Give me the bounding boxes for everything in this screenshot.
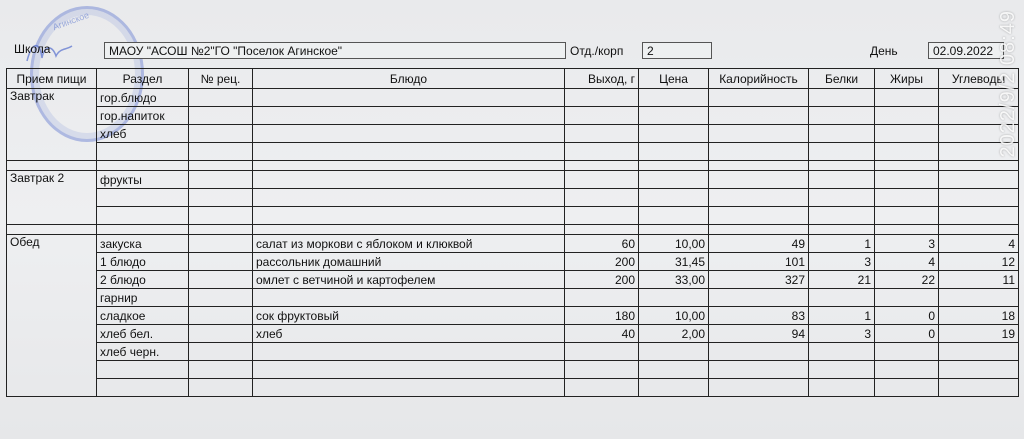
timestamp-watermark: 2022/9/2 08:49 <box>997 10 1019 158</box>
section-cell: сладкое <box>97 307 189 325</box>
protein-cell: 3 <box>809 325 875 343</box>
kcal-cell: 49 <box>709 235 809 253</box>
table-row <box>7 307 1019 325</box>
section-cell: гор.блюдо <box>97 89 189 107</box>
section-cell: закуска <box>97 235 189 253</box>
carbs-cell: 4 <box>939 235 1019 253</box>
col-header: Белки <box>809 69 875 89</box>
col-header: Жиры <box>875 69 939 89</box>
day-label: День <box>870 44 898 58</box>
day-field[interactable]: 02.09.2022 <box>928 42 1004 59</box>
dish-cell: сок фруктовый <box>253 307 565 325</box>
col-header: Раздел <box>97 69 189 89</box>
section-cell: 2 блюдо <box>97 271 189 289</box>
table-row <box>7 171 1019 189</box>
meal-name: Завтрак 2 <box>7 171 97 225</box>
table-row <box>7 253 1019 271</box>
table-row <box>7 143 1019 161</box>
table-row <box>7 107 1019 125</box>
fat-cell: 4 <box>875 253 939 271</box>
table-row <box>7 235 1019 253</box>
fat-cell: 0 <box>875 325 939 343</box>
price-cell: 10,00 <box>639 307 709 325</box>
section-cell: хлеб <box>97 125 189 143</box>
section-cell: гор.напиток <box>97 107 189 125</box>
col-header: Прием пищи <box>7 69 97 89</box>
section-cell: хлеб бел. <box>97 325 189 343</box>
protein-cell: 1 <box>809 235 875 253</box>
dish-cell: рассольник домашний <box>253 253 565 271</box>
carbs-cell: 12 <box>939 253 1019 271</box>
price-cell: 10,00 <box>639 235 709 253</box>
col-header: Калорийность <box>709 69 809 89</box>
protein-cell: 3 <box>809 253 875 271</box>
fat-cell: 22 <box>875 271 939 289</box>
fat-cell: 0 <box>875 307 939 325</box>
table-row <box>7 361 1019 379</box>
kcal-cell: 101 <box>709 253 809 271</box>
table-row <box>7 325 1019 343</box>
col-header: № рец. <box>189 69 253 89</box>
kcal-cell: 327 <box>709 271 809 289</box>
section-cell: гарнир <box>97 289 189 307</box>
yield-cell: 60 <box>565 235 639 253</box>
table-row <box>7 189 1019 207</box>
yield-cell: 200 <box>565 271 639 289</box>
table-row <box>7 343 1019 361</box>
table-row <box>7 271 1019 289</box>
section-cell: фрукты <box>97 171 189 189</box>
kcal-cell: 94 <box>709 325 809 343</box>
kcal-cell: 83 <box>709 307 809 325</box>
section-cell: хлеб черн. <box>97 343 189 361</box>
section-cell: 1 блюдо <box>97 253 189 271</box>
table-row <box>7 161 1019 171</box>
col-header: Цена <box>639 69 709 89</box>
meal-name: Обед <box>7 235 97 397</box>
col-header: Углеводы <box>939 69 1019 89</box>
yield-cell: 40 <box>565 325 639 343</box>
price-cell: 2,00 <box>639 325 709 343</box>
table-header-row <box>7 69 1019 89</box>
dept-field[interactable]: 2 <box>642 42 712 59</box>
dish-cell: омлет с ветчиной и картофелем <box>253 271 565 289</box>
school-field[interactable]: МАОУ "АСОШ №2"ГО "Поселок Агинское" <box>104 42 566 59</box>
carbs-cell: 18 <box>939 307 1019 325</box>
col-header: Блюдо <box>253 69 565 89</box>
yield-cell: 200 <box>565 253 639 271</box>
fat-cell: 3 <box>875 235 939 253</box>
price-cell: 33,00 <box>639 271 709 289</box>
table-row <box>7 225 1019 235</box>
price-cell: 31,45 <box>639 253 709 271</box>
yield-cell: 180 <box>565 307 639 325</box>
table-row <box>7 207 1019 225</box>
table-row <box>7 379 1019 397</box>
table-row <box>7 125 1019 143</box>
protein-cell: 21 <box>809 271 875 289</box>
school-label: Школа <box>14 42 51 56</box>
meal-name: Завтрак <box>7 89 97 161</box>
dept-label: Отд./корп <box>570 44 624 58</box>
carbs-cell: 11 <box>939 271 1019 289</box>
carbs-cell: 19 <box>939 325 1019 343</box>
table-row <box>7 289 1019 307</box>
stamp-text: Агинское <box>51 9 91 33</box>
table-row <box>7 89 1019 107</box>
dish-cell: хлеб <box>253 325 565 343</box>
dish-cell: салат из моркови с яблоком и клюквой <box>253 235 565 253</box>
col-header: Выход, г <box>565 69 639 89</box>
menu-table <box>6 68 1019 397</box>
protein-cell: 1 <box>809 307 875 325</box>
